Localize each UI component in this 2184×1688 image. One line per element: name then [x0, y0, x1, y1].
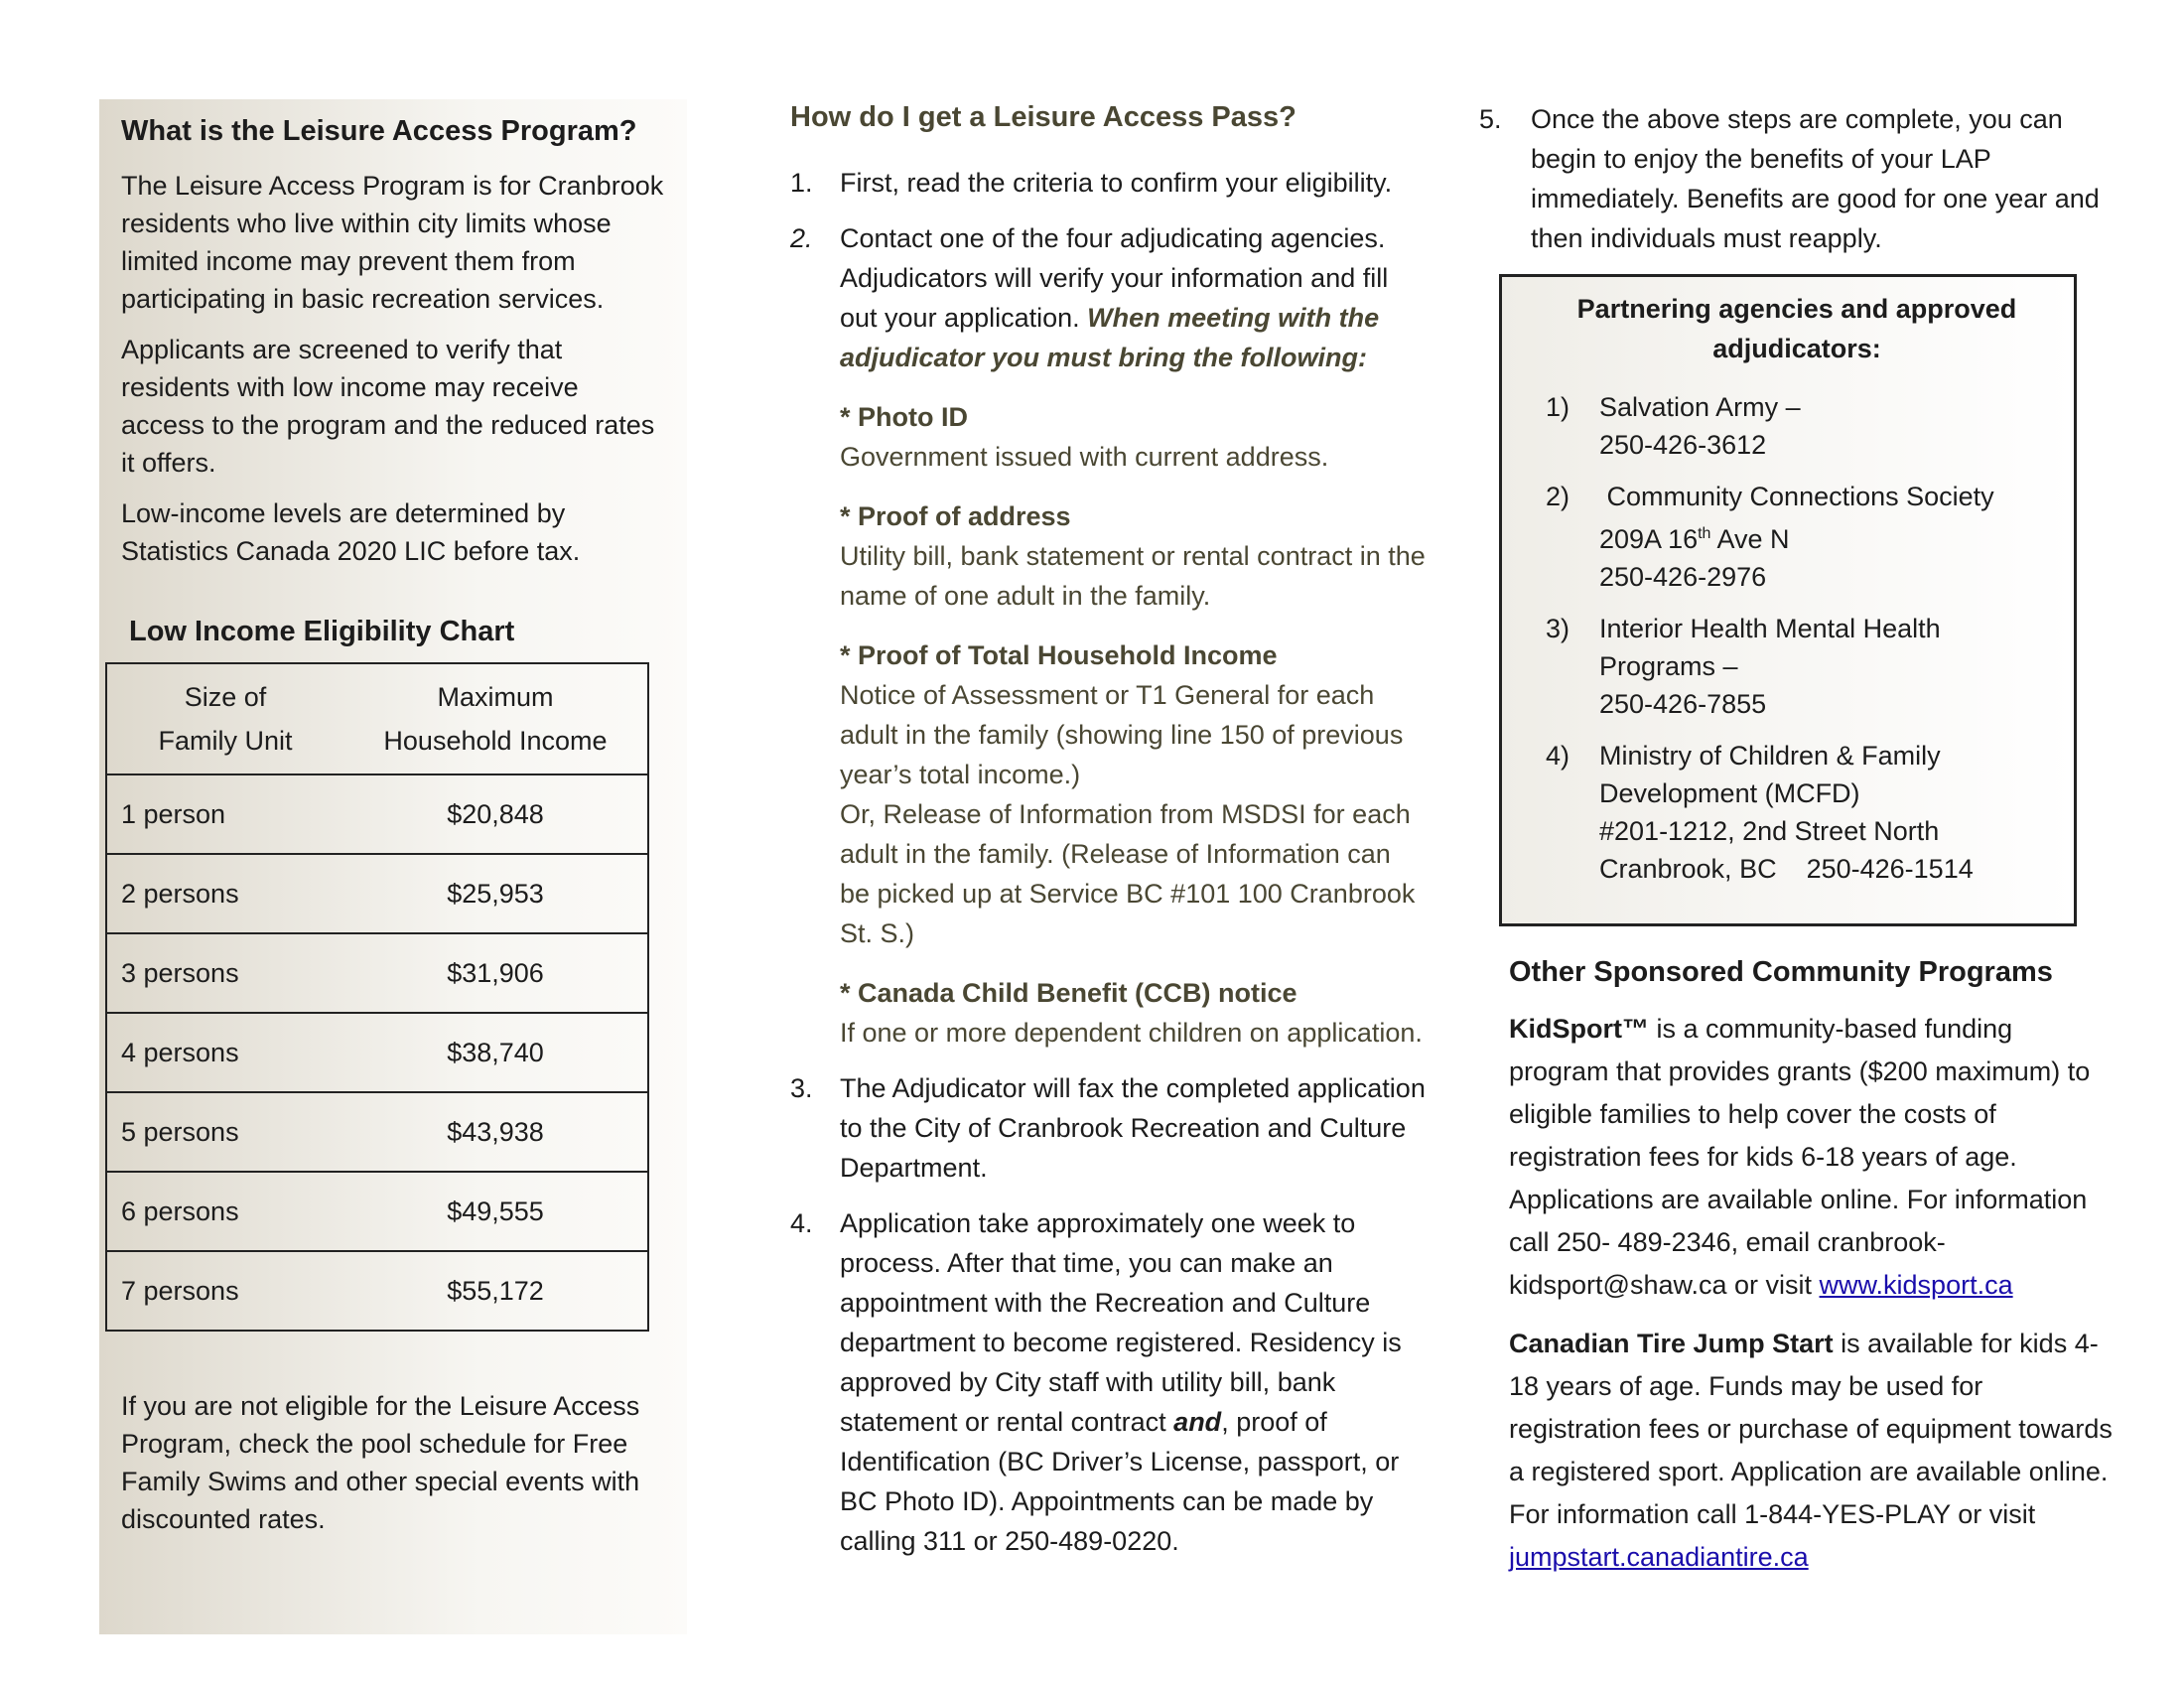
agency-phone: 250-426-2976: [1599, 562, 1767, 592]
not-eligible-note: If you are not eligible for the Leisure Access Program, check the pool schedule for Free Family Swims and other special events with discounted rates.: [121, 1391, 640, 1535]
agency-number: 1): [1546, 392, 1570, 422]
agencies-list: [1546, 388, 2048, 888]
agency-interior-health: [1546, 610, 2048, 723]
jumpstart-text: is available for kids 4-18 years of age. Funds may be used for registration fees or purchase of equipment towards a registered sport. Application are available online. For information call 1-844-YES-PLAY or visit: [1509, 1328, 2113, 1529]
other-programs-heading: Other Sponsored Community Programs: [1509, 956, 2053, 988]
table-header-row: [106, 663, 648, 774]
requirement-heading: * Proof of Total Household Income: [840, 639, 1278, 670]
income-cell: $38,740: [343, 1013, 648, 1092]
requirement-body: If one or more dependent children on application.: [840, 1017, 1423, 1048]
table-row: [106, 774, 648, 854]
agency-number: 4): [1546, 741, 1570, 771]
agency-phone: 250-426-3612: [1599, 430, 1767, 460]
right-column: [1479, 99, 2115, 1595]
agency-phone: 250-426-7855: [1599, 689, 1767, 719]
income-cell: $49,555: [343, 1172, 648, 1251]
income-cell: $25,953: [343, 854, 648, 933]
family-size-cell: 5 persons: [106, 1092, 343, 1172]
step-1: [790, 163, 1426, 203]
income-cell: $31,906: [343, 933, 648, 1013]
agency-salvation-army: [1546, 388, 2048, 464]
agency-name: Community Connections Society: [1599, 482, 1994, 511]
table-row: [106, 1013, 648, 1092]
kidsport-paragraph: [1509, 1008, 2115, 1307]
income-cell: $20,848: [343, 774, 648, 854]
table-row: [106, 1172, 648, 1251]
requirement-body-alt: Or, Release of Information from MSDSI for each adult in the family. (Release of Information can be picked up at Service BC #101 100 Cranbrook St. S.): [840, 798, 1416, 948]
jumpstart-name: Canadian Tire Jump Start: [1509, 1328, 1834, 1358]
col-header-max-income: Maximum Household Income: [343, 663, 648, 774]
requirement-ccb-notice: [840, 973, 1426, 1053]
step-text: Contact one of the four adjudicating agencies. Adjudicators will verify your information and fill out your application.: [840, 222, 1389, 333]
agency-number: 2): [1546, 482, 1570, 511]
pass-heading: How do I get a Leisure Access Pass?: [790, 101, 1297, 133]
table-row: [106, 1251, 648, 1331]
step-3: [790, 1068, 1426, 1188]
kidsport-link[interactable]: www.kidsport.ca: [1819, 1269, 2013, 1300]
col-header-family-unit: Size of Family Unit: [106, 663, 343, 774]
step-4: [790, 1203, 1426, 1561]
partner-agencies-box: [1499, 274, 2077, 926]
family-size-cell: 6 persons: [106, 1172, 343, 1251]
eligibility-table: [105, 662, 649, 1332]
lap-description: The Leisure Access Program is for Cranbrook residents who live within city limits whose limited income may prevent them from participating in basic recreation services.: [121, 170, 664, 314]
eligibility-chart-title: Low Income Eligibility Chart: [129, 615, 515, 647]
requirement-household-income: [840, 635, 1426, 953]
agency-address: 209A 16th Ave N: [1599, 524, 1790, 554]
step-number: 1.: [790, 167, 813, 198]
table-row: [106, 933, 648, 1013]
requirement-heading: * Canada Child Benefit (CCB) notice: [840, 977, 1297, 1008]
low-income-paragraph: Low-income levels are determined by Statistics Canada 2020 LIC before tax.: [121, 497, 581, 566]
kidsport-name: KidSport™: [1509, 1013, 1649, 1044]
agency-city-phone: Cranbrook, BC 250-426-1514: [1599, 854, 1974, 884]
step-text: Once the above steps are complete, you can begin to enjoy the benefits of your LAP immediately. Benefits are good for one year and then individuals must reapply.: [1531, 104, 2100, 253]
step-text: The Adjudicator will fax the completed application to the City of Cranbrook Recreation and Culture Department.: [840, 1072, 1426, 1183]
requirement-photo-id: [840, 397, 1426, 477]
table-row: [106, 854, 648, 933]
family-size-cell: 3 persons: [106, 933, 343, 1013]
step-text: Application take approximately one week to process. After that time, you can make an appointment with the Recreation and Culture department to become registered. Residency is approved by City staff with utility bill, bank statement or rental contract: [840, 1207, 1402, 1437]
agency-name: Salvation Army –: [1599, 392, 1801, 422]
step-number: 3.: [790, 1072, 813, 1103]
family-size-cell: 1 person: [106, 774, 343, 854]
agency-community-connections: [1546, 478, 2048, 596]
step-5: [1479, 99, 2115, 258]
step-text-emphasis: and: [1173, 1406, 1222, 1437]
step-number: 2.: [790, 222, 813, 253]
agency-name: Interior Health Mental Health Programs –: [1599, 614, 1941, 681]
jumpstart-paragraph: [1509, 1323, 2115, 1579]
requirement-heading: * Proof of address: [840, 500, 1071, 531]
requirement-body: Government issued with current address.: [840, 441, 1329, 472]
family-size-cell: 2 persons: [106, 854, 343, 933]
steps-list: [790, 163, 1426, 1561]
agency-name: Ministry of Children & Family Development (MCFD): [1599, 741, 1941, 808]
screening-paragraph: Applicants are screened to verify that residents with low income may receive access to the program and the reduced rates it offers.: [121, 334, 655, 478]
step-number: 4.: [790, 1207, 813, 1238]
agency-number: 3): [1546, 614, 1570, 643]
step-text: First, read the criteria to confirm your eligibility.: [840, 167, 1393, 198]
left-column: [99, 99, 687, 1634]
income-cell: $55,172: [343, 1251, 648, 1331]
income-cell: $43,938: [343, 1092, 648, 1172]
step-text-continued: , proof of Identification (BC Driver’s License, passport, or BC Photo ID). Appointments can be made by calling 311 or 250-489-0220.: [840, 1406, 1400, 1556]
partner-agencies-title: Partnering agencies and approved adjudicators:: [1576, 294, 2017, 363]
requirement-proof-of-address: [840, 496, 1426, 616]
step-2: [790, 218, 1426, 1053]
steps-list-continued: [1479, 99, 2115, 258]
requirement-heading: * Photo ID: [840, 401, 968, 432]
jumpstart-link[interactable]: jumpstart.canadiantire.ca: [1509, 1541, 1809, 1572]
requirement-body: Notice of Assessment or T1 General for each adult in the family (showing line 150 of previous year’s total income.): [840, 679, 1404, 789]
middle-column: [790, 99, 1426, 1577]
bring-following-note: When meeting with the adjudicator you must bring the following:: [840, 302, 1380, 372]
agency-address: #201-1212, 2nd Street North: [1599, 816, 1940, 846]
kidsport-text: is a community-based funding program that provides grants ($200 maximum) to eligible families to help cover the costs of registration fees for kids 6-18 years of age. Applications are available online. For information call 250- 489-2346, email cranbrook-kidsport@shaw.ca or visit: [1509, 1013, 2091, 1300]
table-row: [106, 1092, 648, 1172]
lap-heading: What is the Leisure Access Program?: [121, 115, 637, 147]
family-size-cell: 7 persons: [106, 1251, 343, 1331]
agency-mcfd: [1546, 737, 2048, 888]
step-number: 5.: [1479, 104, 1502, 134]
family-size-cell: 4 persons: [106, 1013, 343, 1092]
requirement-body: Utility bill, bank statement or rental contract in the name of one adult in the family.: [840, 540, 1426, 611]
